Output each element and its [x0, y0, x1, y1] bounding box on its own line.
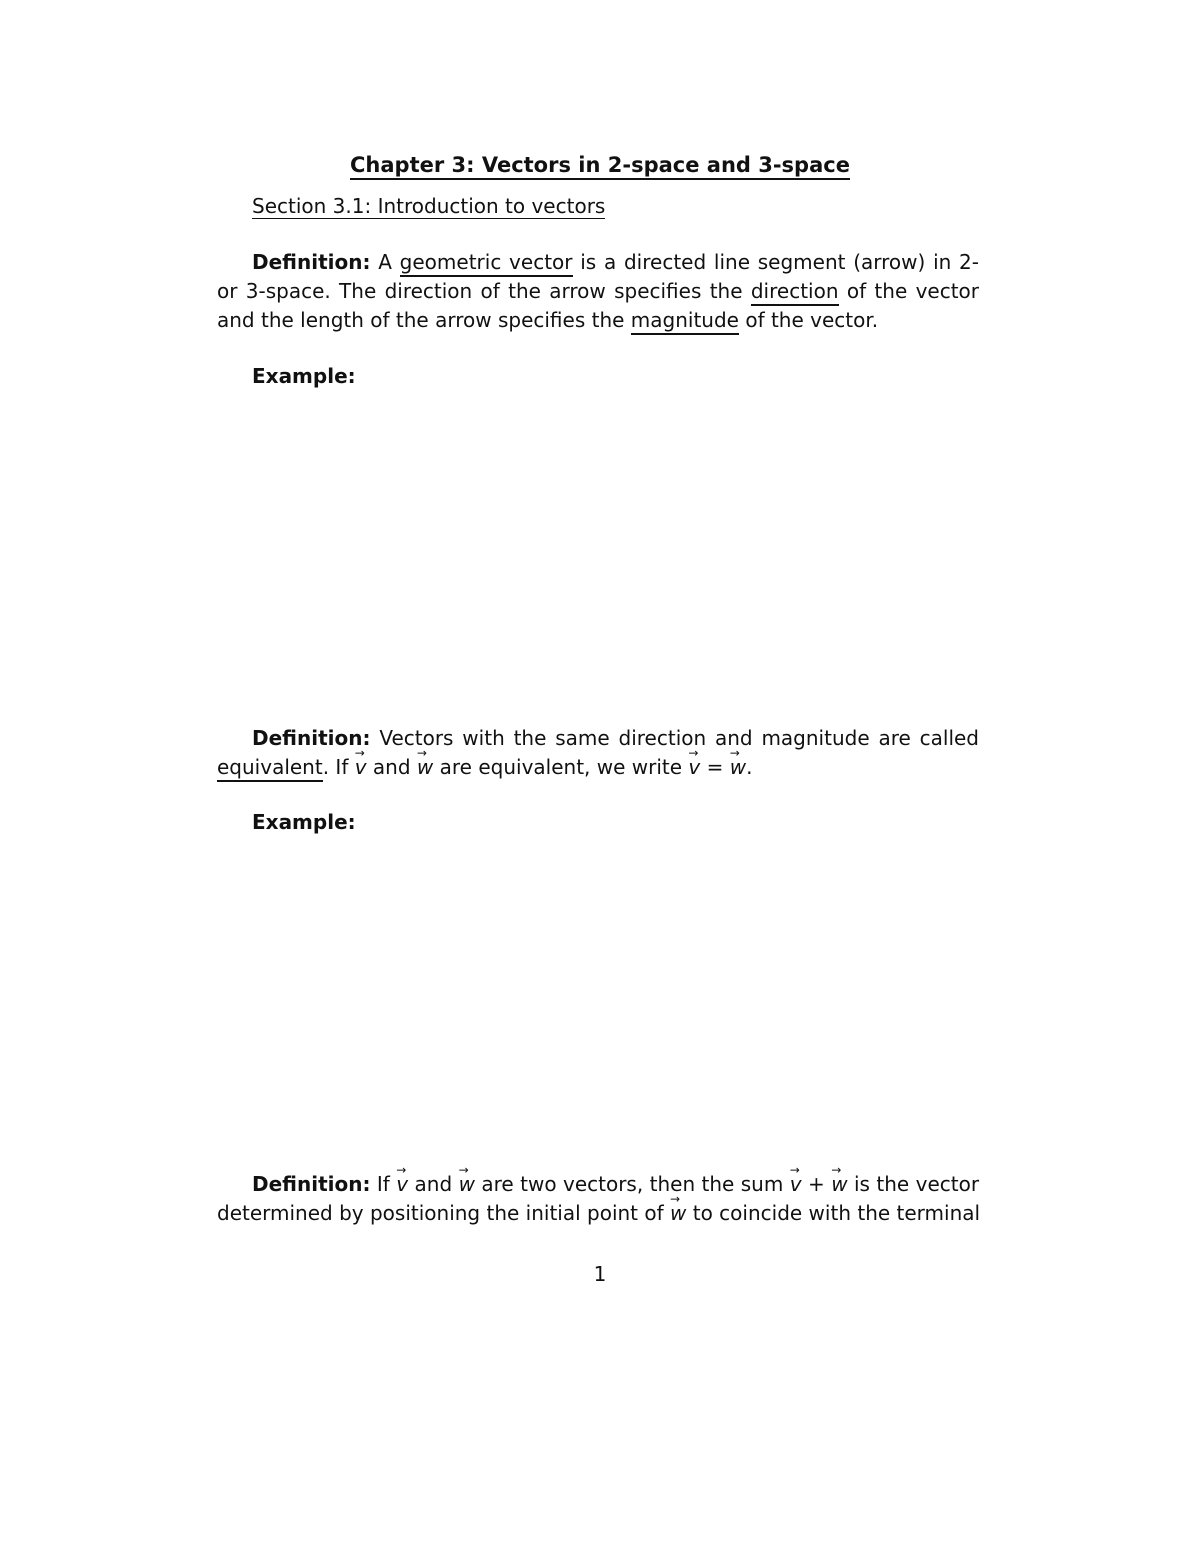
definition-geometric-vector: Definition: A geometric vector is a directed line segment (arrow) in 2- or 3-space. The direction of the arrow specifies the direction of the vector and the length of the arrow specifies the magnitude of the vector. — [217, 248, 979, 335]
definition-equivalent: Definition: Vectors with the same direction and magnitude are called equivalent. If → v and → w are equivalent, we write → v = → w. — [217, 724, 979, 782]
vector-w: → w — [670, 1199, 686, 1228]
vector-w: → w — [459, 1170, 475, 1199]
section-heading: Section 3.1: Introduction to vectors — [252, 194, 606, 218]
definition-label: Definition: — [252, 250, 371, 274]
definition-label: Definition: — [252, 726, 371, 750]
vector-v: → v — [355, 753, 367, 782]
vector-w: → w — [730, 753, 746, 782]
definition-vector-sum: Definition: If → v and → w are two vectors, then the sum → v + → w is the vector determined by positioning the initial point of → w to coincide with the terminal — [217, 1170, 979, 1228]
example-heading-1: Example: — [252, 364, 356, 388]
vector-v: → v — [396, 1170, 408, 1199]
vector-v: → v — [790, 1170, 802, 1199]
vector-v: → v — [688, 753, 700, 782]
page-number: 1 — [593, 1262, 607, 1286]
example-heading-2: Example: — [252, 810, 356, 834]
vector-w: → w — [417, 753, 433, 782]
vector-w: → w — [831, 1170, 847, 1199]
term-geometric-vector: geometric vector — [400, 250, 573, 277]
term-direction: direction — [751, 279, 839, 306]
chapter-title: Chapter 3: Vectors in 2-space and 3-space — [0, 150, 1200, 180]
definition-label: Definition: — [252, 1172, 371, 1196]
term-magnitude: magnitude — [631, 308, 739, 335]
term-equivalent: equivalent — [217, 755, 323, 782]
